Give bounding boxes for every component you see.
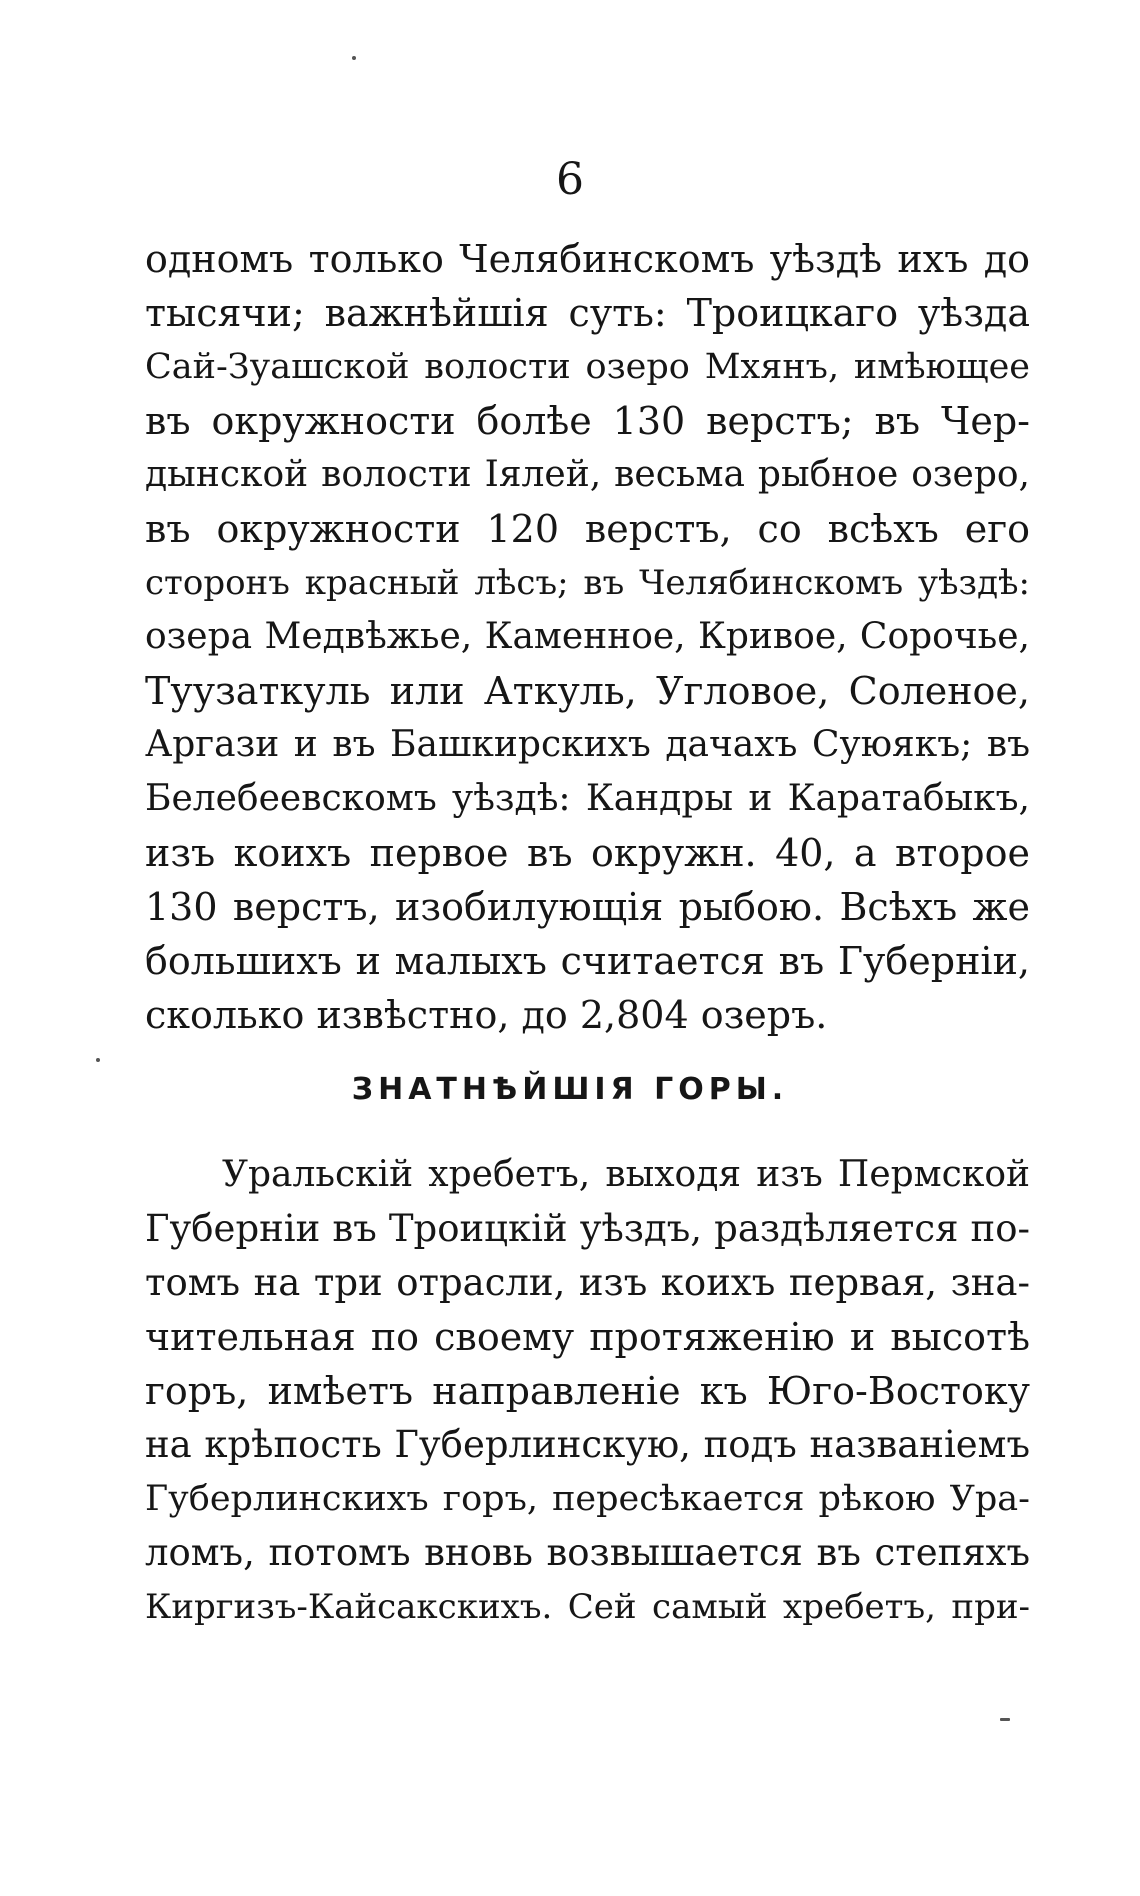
text-line: на крѣпость Губерлинскую, подъ названіемъ (145, 1423, 1030, 1466)
text-line: Уральскій хребетъ, выходя изъ Пермской (222, 1154, 1030, 1195)
text-line: Губерніи въ Троицкій уѣздъ, раздѣляется по- (145, 1207, 1030, 1250)
text-line: изъ коихъ первое въ окружн. 40, а второе (145, 831, 1030, 875)
text-line: сколько извѣстно, до 2,804 озеръ. (145, 993, 828, 1037)
scan-speck (1000, 1718, 1010, 1721)
text-line: Белебеевскомъ уѣздѣ: Кандры и Каратабыкъ, (145, 778, 1030, 819)
text-line: Туузаткуль или Аткуль, Угловое, Соленое, (145, 669, 1030, 713)
text-line: Аргази и въ Башкирскихъ дачахъ Суюякъ; въ (145, 724, 1030, 765)
text-line: ломъ, потомъ вновь возвышается въ степяхъ (145, 1531, 1030, 1574)
text-line: въ окружности 120 верстъ, со всѣхъ его (145, 507, 1030, 551)
section-heading: ЗНАТНѢЙШІЯ ГОРЫ. (351, 1072, 789, 1107)
text-line: тысячи; важнѣйшія суть: Троицкаго уѣзда (145, 291, 1030, 335)
text-line: сторонъ красный лѣсъ; въ Челябинскомъ уѣздѣ: (145, 563, 1030, 603)
text-line: чительная по своему протяженію и высотѣ (145, 1315, 1030, 1359)
text-line: томъ на три отрасли, изъ коихъ первая, зна- (145, 1261, 1030, 1304)
text-line: Губерлинскихъ горъ, пересѣкается рѣкою Ура- (145, 1479, 1030, 1519)
text-line: дынской волости Іялей, весьма рыбное озеро, (145, 454, 1030, 495)
text-line: Сай-Зуашской волости озеро Мхянъ, имѣющее (145, 347, 1030, 387)
text-line: въ окружности болѣе 130 верстъ; въ Чер- (145, 399, 1030, 443)
page-number: 6 (556, 154, 584, 205)
scan-speck (96, 1058, 100, 1062)
scan-speck (352, 56, 356, 60)
text-line: одномъ только Челябинскомъ уѣздѣ ихъ до (145, 237, 1030, 281)
text-line: большихъ и малыхъ считается въ Губерніи, (145, 939, 1030, 983)
text-line: горъ, имѣетъ направленіе къ Юго-Востоку (145, 1369, 1030, 1413)
text-line: озера Медвѣжье, Каменное, Кривое, Сорочье, (145, 616, 1030, 657)
text-line: Киргизъ-Кайсакскихъ. Сей самый хребетъ, при- (145, 1587, 1030, 1627)
text-line: 130 верстъ, изобилующія рыбою. Всѣхъ же (145, 885, 1030, 929)
